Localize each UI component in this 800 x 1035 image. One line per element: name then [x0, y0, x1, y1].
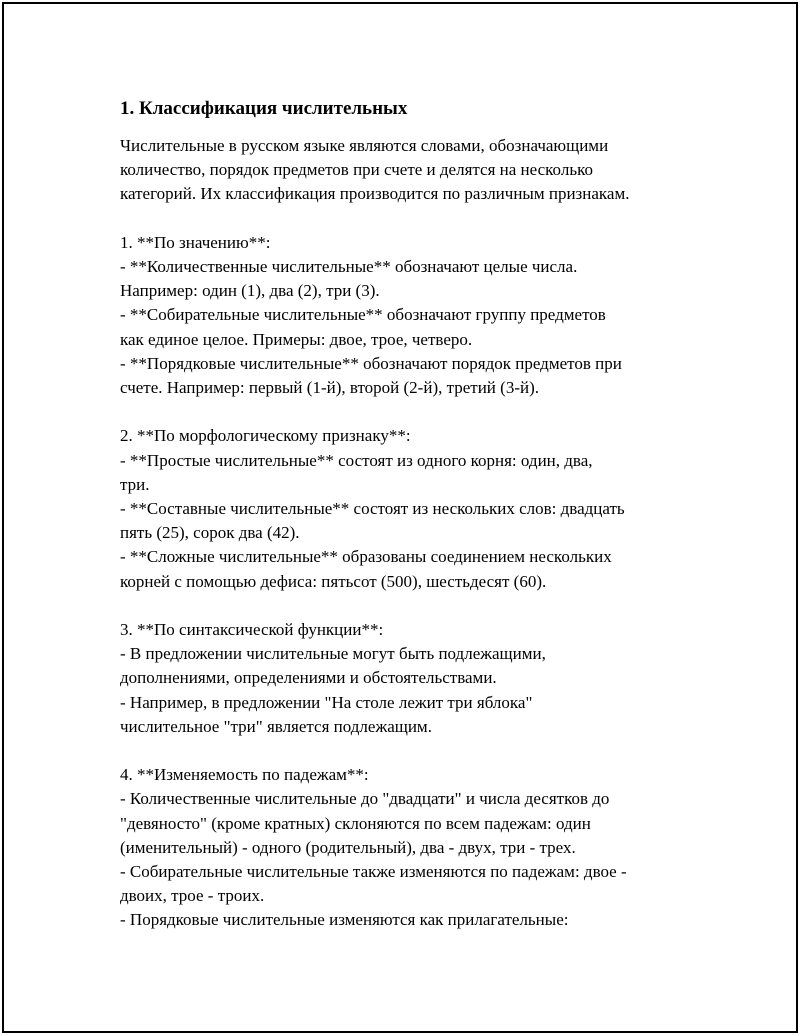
section-3-heading: 3. **По синтаксической функции**:: [120, 620, 384, 640]
section-4-item-2: - Собирательные числительные также изменяются по падежам: двое - двоих, трое - троих.: [120, 862, 627, 906]
section-gap: [120, 594, 710, 618]
section-1-item-2: - **Собирательные числительные** обозначают группу предметов как единое целое. Примеры: двое, трое, четверо.: [120, 305, 606, 349]
document-page: [2, 2, 798, 1033]
section-4-item-1: - Количественные числительные до "двадцати" и числа десятков до "девяносто" (кроме кратных) склоняются по всем падежам: один (именительный) - одного (родительный), два - двух, три - трех.: [120, 789, 610, 857]
section-1-heading: 1. **По значению**:: [120, 232, 271, 252]
section-2-item-3: - **Сложные числительные** образованы соединением нескольких корней с помощью дефиса: пятьсот (500), шестьдесят (60).: [120, 547, 612, 591]
section-3-item-1: - В предложении числительные могут быть подлежащими, дополнениями, определениями и обстоятельствами.: [120, 644, 546, 688]
section-2-item-1: - **Простые числительные** состоят из одного корня: один, два, три.: [120, 450, 593, 494]
section-1-item-3: - **Порядковые числительные** обозначают порядок предметов при счете. Например: первый (1-й), второй (2-й), третий (3-й).: [120, 353, 622, 398]
intro-paragraph: Числительные в русском языке являются словами, обозначающими количество, порядок предметов при счете и делятся на несколько категорий. Их классификация производится по различным признакам.: [120, 136, 630, 204]
section-gap: [120, 400, 710, 424]
section-gap: [120, 207, 710, 231]
section-4-heading: 4. **Изменяемость по падежам**:: [120, 765, 369, 785]
section-2-heading: 2. **По морфологическому признаку**:: [120, 426, 411, 446]
document-title: 1. Классификация числительных: [120, 98, 408, 119]
document-content: [120, 96, 710, 933]
section-gap: [120, 739, 710, 763]
section-4-item-3: - Порядковые числительные изменяются как прилагательные:: [120, 910, 569, 930]
section-3-item-2: - Например, в предложении "На столе лежит три яблока" числительное "три" является подлежащим.: [120, 692, 533, 736]
section-1-item-1: - **Количественные числительные** обозначают целые числа. Например: один (1), два (2), три (3).: [120, 257, 578, 301]
section-2-item-2: - **Составные числительные** состоят из нескольких слов: двадцать пять (25), сорок два (42).: [120, 499, 625, 543]
